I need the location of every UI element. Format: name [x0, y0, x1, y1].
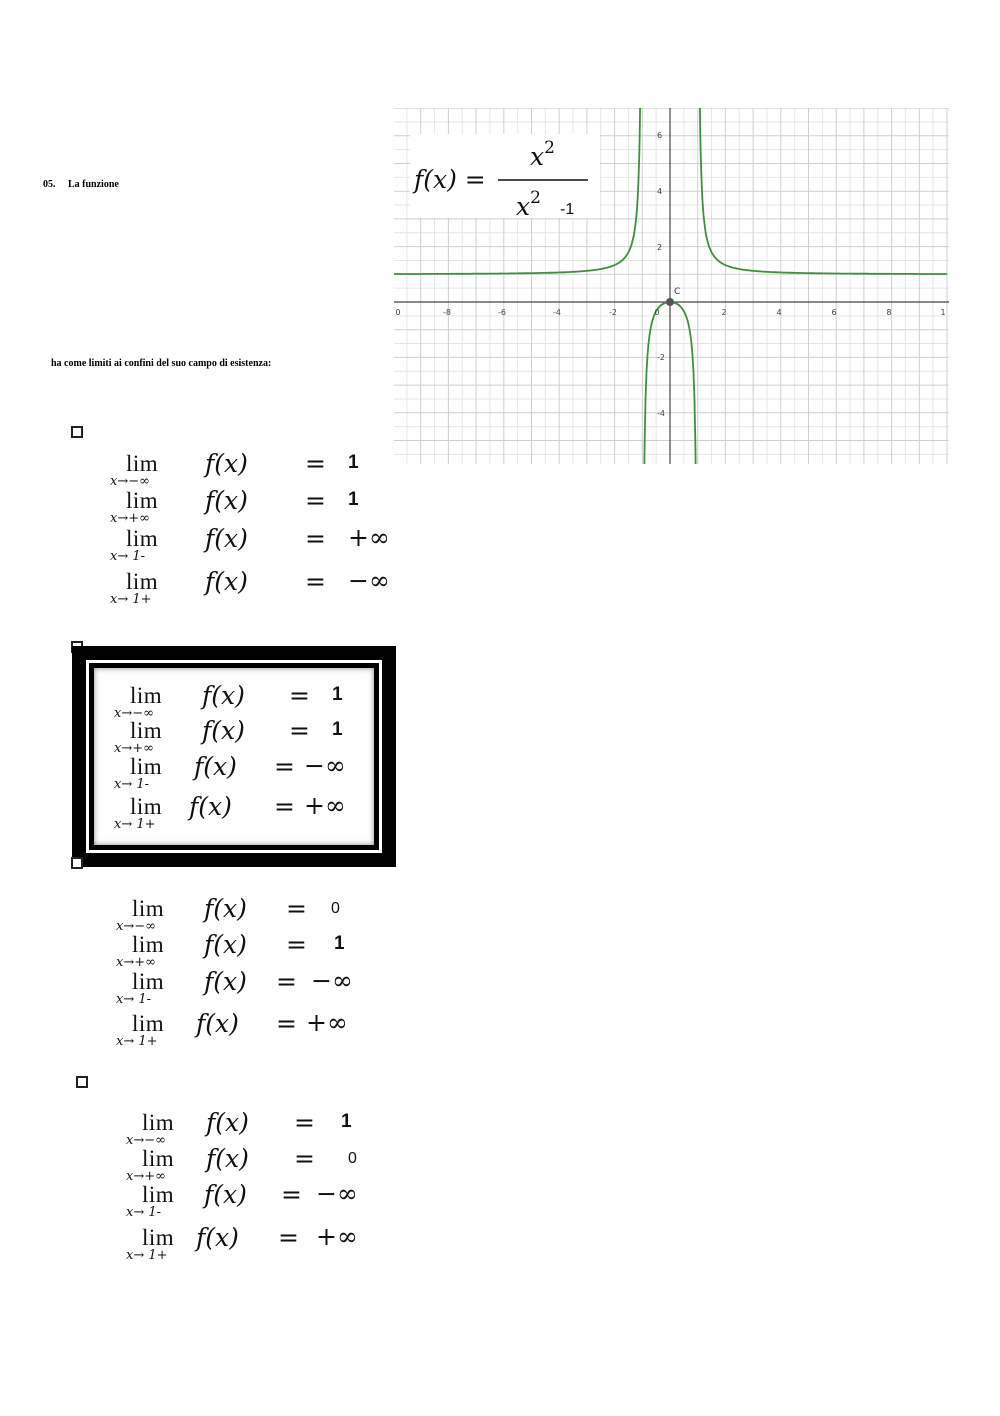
x-tick-label: 0	[654, 308, 660, 317]
x-tick-label: 0	[395, 308, 401, 317]
x-tick-label: -2	[609, 308, 617, 317]
x-tick-label: 1	[940, 308, 946, 317]
y-tick-label: 6	[657, 131, 663, 140]
option-4-checkbox[interactable]	[76, 1076, 88, 1088]
origin-point	[666, 298, 674, 306]
question-title	[43, 179, 119, 190]
question-number: 05.	[43, 179, 56, 190]
x-tick-label: -8	[443, 308, 451, 317]
option-1-checkbox[interactable]	[71, 426, 83, 438]
x-tick-label: 8	[886, 308, 892, 317]
function-graph	[394, 108, 949, 464]
formula-lhs: f(x) =	[414, 165, 486, 194]
y-tick-label: 2	[657, 243, 663, 252]
option-3-checkbox[interactable]	[71, 857, 83, 869]
y-tick-label: -2	[657, 353, 665, 362]
x-tick-label: 4	[776, 308, 782, 317]
point-label: C	[674, 287, 681, 297]
formula-denominator-rest: -1	[560, 201, 575, 218]
x-tick-label: 2	[721, 308, 727, 317]
x-tick-label: -6	[498, 308, 506, 317]
question-title-text: La funzione	[68, 179, 119, 190]
question-intro: ha come limiti ai confini del suo campo di esistenza:	[51, 358, 272, 369]
x-tick-label: -4	[553, 308, 561, 317]
x-tick-label: 6	[831, 308, 837, 317]
y-tick-label: 4	[657, 187, 663, 196]
formula-numerator: $x^2$	[530, 138, 555, 171]
y-tick-label: -4	[657, 409, 665, 418]
formula-denominator: $x^2$	[516, 188, 541, 221]
